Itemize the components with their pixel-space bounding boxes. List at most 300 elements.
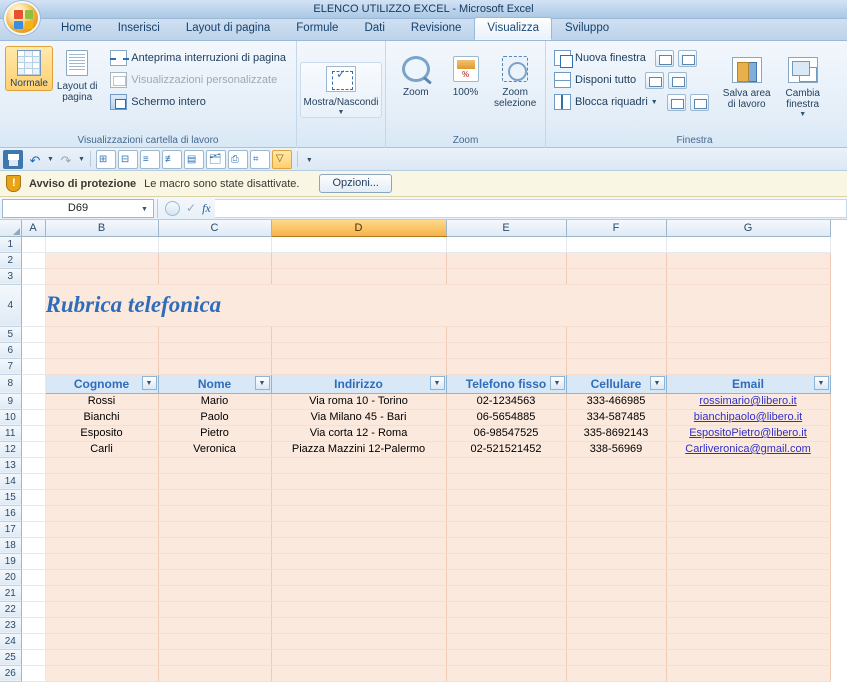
row-header-20[interactable]: 20: [0, 569, 21, 585]
cell-e1[interactable]: [446, 236, 566, 252]
filter-dropdown-icon[interactable]: ▼: [255, 376, 270, 390]
cell-g17[interactable]: [666, 521, 830, 537]
cell-e18[interactable]: [446, 537, 566, 553]
cell-b6[interactable]: [45, 342, 158, 358]
header-cellulare[interactable]: [566, 374, 666, 393]
header-email[interactable]: [666, 374, 830, 393]
cell-c5[interactable]: [158, 326, 271, 342]
cell-f1[interactable]: [566, 236, 666, 252]
formula-bar-buttons: [161, 201, 215, 216]
cell-d22[interactable]: [271, 601, 446, 617]
cell-email-3[interactable]: EspositoPietro@libero.it: [666, 425, 830, 441]
cell-e14[interactable]: [446, 473, 566, 489]
cell-c20[interactable]: [158, 569, 271, 585]
cell-f25[interactable]: [566, 649, 666, 665]
toolbar-separator: [90, 151, 91, 167]
cell-g14[interactable]: [666, 473, 830, 489]
cell-e3[interactable]: [446, 268, 566, 284]
cancel-formula-icon[interactable]: [165, 201, 180, 216]
cell-a10[interactable]: [21, 409, 45, 425]
table-row: [0, 457, 830, 473]
tab-visualizza[interactable]: Visualizza: [474, 17, 552, 40]
normale-button[interactable]: [5, 46, 53, 91]
row-header-18[interactable]: 18: [0, 537, 21, 553]
cell-a6[interactable]: [21, 342, 45, 358]
format-cells-icon[interactable]: ▤: [184, 150, 204, 169]
cell-d17[interactable]: [271, 521, 446, 537]
row-header-8[interactable]: 8: [0, 374, 21, 393]
redo-icon[interactable]: ↷: [60, 152, 72, 168]
nuova-finestra-button[interactable]: [551, 47, 651, 69]
header-cognome-label: Cognome: [73, 376, 130, 391]
row-header-26[interactable]: 26: [0, 665, 21, 681]
cell-a25[interactable]: [21, 649, 45, 665]
cell-d26[interactable]: [271, 665, 446, 681]
row-header-17[interactable]: 17: [0, 521, 21, 537]
filter-dropdown-icon[interactable]: ▼: [142, 376, 157, 390]
open-icon[interactable]: 🗂: [206, 150, 226, 169]
tab-sviluppo[interactable]: Sviluppo: [565, 22, 610, 34]
cell-c6[interactable]: [158, 342, 271, 358]
cell-nome-4[interactable]: Veronica: [158, 441, 271, 457]
header-telefono-fisso-label: Telefono fisso: [465, 376, 547, 391]
blocca-riquadri-button[interactable]: [551, 91, 663, 113]
table-row: [0, 553, 830, 569]
cell-e24[interactable]: [446, 633, 566, 649]
name-box-dropdown-icon[interactable]: ▼: [141, 205, 148, 213]
cell-e6[interactable]: [446, 342, 566, 358]
cell-g3[interactable]: [666, 268, 830, 284]
cell-c23[interactable]: [158, 617, 271, 633]
formula-bar-separator: [157, 199, 158, 218]
header-telefono-fisso[interactable]: [446, 374, 566, 393]
filter-dropdown-icon[interactable]: ▼: [430, 376, 445, 390]
cell-a3[interactable]: [21, 268, 45, 284]
cell-b25[interactable]: [45, 649, 158, 665]
cell-e20[interactable]: [446, 569, 566, 585]
cell-a26[interactable]: [21, 665, 45, 681]
row-header-1[interactable]: 1: [0, 236, 21, 252]
sheet-table: [0, 220, 831, 682]
cell-f20[interactable]: [566, 569, 666, 585]
side-by-side-button[interactable]: [668, 72, 687, 89]
cell-b2[interactable]: [45, 252, 158, 268]
cell-b3[interactable]: [45, 268, 158, 284]
cell-f16[interactable]: [566, 505, 666, 521]
split-window-button[interactable]: [655, 50, 674, 67]
zoom-selezione-button[interactable]: [490, 52, 540, 111]
zoom-button[interactable]: [391, 52, 441, 100]
row-header-21[interactable]: 21: [0, 585, 21, 601]
cell-b26[interactable]: [45, 665, 158, 681]
cell-f22[interactable]: [566, 601, 666, 617]
row-header-15[interactable]: 15: [0, 489, 21, 505]
table-row: [0, 326, 830, 342]
cell-e23[interactable]: [446, 617, 566, 633]
cell-b1[interactable]: [45, 236, 158, 252]
cell-f17[interactable]: [566, 521, 666, 537]
cell-b22[interactable]: [45, 601, 158, 617]
window-title: ELENCO UTILIZZO EXCEL - Microsoft Excel: [313, 3, 534, 15]
cell-d13[interactable]: [271, 457, 446, 473]
cell-a7[interactable]: [21, 358, 45, 374]
layout-di-pagina-button[interactable]: [53, 46, 101, 105]
select-all-corner[interactable]: [0, 220, 21, 236]
cell-d21[interactable]: [271, 585, 446, 601]
tab-revisione[interactable]: Revisione: [410, 22, 462, 34]
cell-g1[interactable]: [666, 236, 830, 252]
cell-b23[interactable]: [45, 617, 158, 633]
cell-f21[interactable]: [566, 585, 666, 601]
cell-b13[interactable]: [45, 457, 158, 473]
hide-window-button[interactable]: [678, 50, 697, 67]
visualizzazioni-personalizzate-button[interactable]: [107, 69, 291, 91]
cell-d6[interactable]: [271, 342, 446, 358]
cell-indirizzo-2[interactable]: Via Milano 45 - Bari: [271, 409, 446, 425]
cell-g15[interactable]: [666, 489, 830, 505]
cell-f7[interactable]: [566, 358, 666, 374]
delete-sheet-rows-icon[interactable]: ≢: [162, 150, 182, 169]
cell-d16[interactable]: [271, 505, 446, 521]
table-row: [0, 601, 830, 617]
cell-telefono-1[interactable]: 02-1234563: [446, 393, 566, 409]
cell-cognome-1[interactable]: Rossi: [45, 393, 158, 409]
cell-a11[interactable]: [21, 425, 45, 441]
cell-g24[interactable]: [666, 633, 830, 649]
row-header-9[interactable]: 9: [0, 393, 21, 409]
cell-g18[interactable]: [666, 537, 830, 553]
cell-g5[interactable]: [666, 326, 830, 342]
salva-area-label: Salva area di lavoro: [722, 88, 771, 110]
cell-a24[interactable]: [21, 633, 45, 649]
undo-dropdown-icon[interactable]: ▼: [47, 156, 54, 163]
cell-a23[interactable]: [21, 617, 45, 633]
cell-b7[interactable]: [45, 358, 158, 374]
full-screen-icon: [110, 94, 127, 110]
cell-d20[interactable]: [271, 569, 446, 585]
cell-a21[interactable]: [21, 585, 45, 601]
print-icon[interactable]: ⎙: [228, 150, 248, 169]
cell-d19[interactable]: [271, 553, 446, 569]
cell-e15[interactable]: [446, 489, 566, 505]
cell-g23[interactable]: [666, 617, 830, 633]
cell-c1[interactable]: [158, 236, 271, 252]
cell-a19[interactable]: [21, 553, 45, 569]
cell-b18[interactable]: [45, 537, 158, 553]
schermo-intero-button[interactable]: [107, 91, 291, 113]
cell-f3[interactable]: [566, 268, 666, 284]
cell-a15[interactable]: [21, 489, 45, 505]
cell-a13[interactable]: [21, 457, 45, 473]
row-header-2[interactable]: 2: [0, 252, 21, 268]
row-header-5[interactable]: 5: [0, 326, 21, 342]
cell-a1[interactable]: [21, 236, 45, 252]
salva-area-di-lavoro-button[interactable]: [719, 53, 775, 120]
cell-a20[interactable]: [21, 569, 45, 585]
cell-indirizzo-4[interactable]: Piazza Mazzini 12-Palermo: [271, 441, 446, 457]
cell-f5[interactable]: [566, 326, 666, 342]
row-header-19[interactable]: 19: [0, 553, 21, 569]
header-nome[interactable]: [158, 374, 271, 393]
cell-g19[interactable]: [666, 553, 830, 569]
cell-cellulare-4[interactable]: 338-56969: [566, 441, 666, 457]
column-header-e[interactable]: E: [446, 220, 566, 236]
tab-inserisci[interactable]: Inserisci: [117, 22, 160, 34]
synchronous-scrolling-button[interactable]: [667, 94, 686, 111]
chevron-down-icon[interactable]: ▼: [337, 109, 345, 116]
header-indirizzo[interactable]: [271, 374, 446, 393]
cell-nome-3[interactable]: Pietro: [158, 425, 271, 441]
disponi-tutto-button[interactable]: [551, 69, 641, 91]
cell-telefono-3[interactable]: 06-98547525: [446, 425, 566, 441]
cell-g20[interactable]: [666, 569, 830, 585]
quick-access-toolbar: [0, 148, 847, 171]
sheet-title[interactable]: Rubrica telefonica: [45, 284, 666, 326]
anteprima-interruzioni-button[interactable]: [107, 47, 291, 69]
switch-window-icon: [788, 57, 818, 86]
mostra-nascondi-button[interactable]: [300, 62, 381, 118]
cell-c2[interactable]: [158, 252, 271, 268]
filter-dropdown-icon[interactable]: ▼: [650, 376, 665, 390]
cell-cognome-4[interactable]: Carli: [45, 441, 158, 457]
cell-d7[interactable]: [271, 358, 446, 374]
insert-sheet-rows-icon[interactable]: ≡: [140, 150, 160, 169]
filter-dropdown-icon[interactable]: ▼: [814, 376, 829, 390]
schermo-intero-label: Schermo intero: [131, 96, 206, 108]
cell-g16[interactable]: [666, 505, 830, 521]
insert-function-icon[interactable]: fx: [202, 200, 211, 215]
office-button[interactable]: [4, 1, 40, 35]
cell-f23[interactable]: [566, 617, 666, 633]
column-header-g[interactable]: G: [666, 220, 830, 236]
filter-dropdown-icon[interactable]: ▼: [550, 376, 565, 390]
cell-telefono-4[interactable]: 02-521521452: [446, 441, 566, 457]
row-header-22[interactable]: 22: [0, 601, 21, 617]
delete-cells-icon[interactable]: ⊟: [118, 150, 138, 169]
cell-cellulare-3[interactable]: 335-8692143: [566, 425, 666, 441]
cell-d5[interactable]: [271, 326, 446, 342]
row-header-10[interactable]: 10: [0, 409, 21, 425]
cell-a8[interactable]: [21, 374, 45, 393]
column-header-d[interactable]: D: [271, 220, 446, 236]
cell-g21[interactable]: [666, 585, 830, 601]
cell-c24[interactable]: [158, 633, 271, 649]
row-header-3[interactable]: 3: [0, 268, 21, 284]
cell-g2[interactable]: [666, 252, 830, 268]
row-header-6[interactable]: 6: [0, 342, 21, 358]
cell-g13[interactable]: [666, 457, 830, 473]
cell-c17[interactable]: [158, 521, 271, 537]
cell-c3[interactable]: [158, 268, 271, 284]
cell-telefono-2[interactable]: 06-5654885: [446, 409, 566, 425]
cell-d15[interactable]: [271, 489, 446, 505]
cell-f13[interactable]: [566, 457, 666, 473]
opzioni-button[interactable]: Opzioni...: [319, 174, 391, 193]
cell-f26[interactable]: [566, 665, 666, 681]
cell-e5[interactable]: [446, 326, 566, 342]
print-preview-icon[interactable]: ⌗: [250, 150, 270, 169]
filter-icon[interactable]: ▽: [272, 150, 292, 169]
column-header-c[interactable]: C: [158, 220, 271, 236]
cell-e25[interactable]: [446, 649, 566, 665]
reset-window-position-button[interactable]: [690, 94, 709, 111]
formula-input[interactable]: [215, 199, 847, 218]
cell-email-1[interactable]: rossimario@libero.it: [666, 393, 830, 409]
cell-g6[interactable]: [666, 342, 830, 358]
cell-email-2[interactable]: bianchipaolo@libero.it: [666, 409, 830, 425]
row-header-12[interactable]: 12: [0, 441, 21, 457]
undo-icon[interactable]: ↶: [29, 152, 41, 168]
table-row: [0, 425, 830, 441]
cell-b14[interactable]: [45, 473, 158, 489]
cell-e22[interactable]: [446, 601, 566, 617]
redo-dropdown-icon[interactable]: ▼: [77, 156, 85, 163]
cell-e7[interactable]: [446, 358, 566, 374]
cell-b5[interactable]: [45, 326, 158, 342]
cell-a22[interactable]: [21, 601, 45, 617]
tab-layout-di-pagina[interactable]: Layout di pagina: [185, 22, 271, 34]
customize-qat-icon[interactable]: ▼: [305, 156, 313, 164]
name-box[interactable]: [2, 199, 154, 218]
cell-c14[interactable]: [158, 473, 271, 489]
cell-e2[interactable]: [446, 252, 566, 268]
cell-d18[interactable]: [271, 537, 446, 553]
cell-cognome-3[interactable]: Esposito: [45, 425, 158, 441]
cell-nome-1[interactable]: Mario: [158, 393, 271, 409]
cell-f15[interactable]: [566, 489, 666, 505]
enter-formula-icon[interactable]: ✓: [186, 201, 197, 215]
cell-d1[interactable]: [271, 236, 446, 252]
cell-a18[interactable]: [21, 537, 45, 553]
cell-b20[interactable]: [45, 569, 158, 585]
cell-c7[interactable]: [158, 358, 271, 374]
cell-g7[interactable]: [666, 358, 830, 374]
cell-f24[interactable]: [566, 633, 666, 649]
cell-e19[interactable]: [446, 553, 566, 569]
tab-home[interactable]: Home: [61, 22, 92, 34]
cell-c19[interactable]: [158, 553, 271, 569]
cell-c13[interactable]: [158, 457, 271, 473]
cell-c18[interactable]: [158, 537, 271, 553]
column-header-a[interactable]: A: [21, 220, 45, 236]
cell-c26[interactable]: [158, 665, 271, 681]
insert-cells-icon[interactable]: ⊞: [96, 150, 116, 169]
cell-f18[interactable]: [566, 537, 666, 553]
ribbon-group-workbook-views: [0, 41, 296, 148]
cell-f19[interactable]: [566, 553, 666, 569]
new-window-icon: [554, 50, 571, 66]
custom-views-icon: [110, 72, 127, 88]
row-header-16[interactable]: 16: [0, 505, 21, 521]
cell-c16[interactable]: [158, 505, 271, 521]
cell-e26[interactable]: [446, 665, 566, 681]
cell-c15[interactable]: [158, 489, 271, 505]
cell-d23[interactable]: [271, 617, 446, 633]
cell-e16[interactable]: [446, 505, 566, 521]
cell-a16[interactable]: [21, 505, 45, 521]
cell-b17[interactable]: [45, 521, 158, 537]
show-hide-icon: [326, 66, 356, 95]
cell-d3[interactable]: [271, 268, 446, 284]
cell-f6[interactable]: [566, 342, 666, 358]
cell-b21[interactable]: [45, 585, 158, 601]
tab-formule[interactable]: Formule: [296, 22, 339, 34]
column-header-f[interactable]: F: [566, 220, 666, 236]
cell-e13[interactable]: [446, 457, 566, 473]
cell-b24[interactable]: [45, 633, 158, 649]
row-header-11[interactable]: 11: [0, 425, 21, 441]
cell-cognome-2[interactable]: Bianchi: [45, 409, 158, 425]
cell-a12[interactable]: [21, 441, 45, 457]
cell-nome-2[interactable]: Paolo: [158, 409, 271, 425]
zoom-100-button[interactable]: [441, 52, 491, 100]
cambia-finestra-button[interactable]: [775, 53, 831, 120]
chevron-down-icon[interactable]: ▼: [650, 98, 658, 106]
cell-g4[interactable]: [666, 284, 830, 326]
row-header-24[interactable]: 24: [0, 633, 21, 649]
row-header-25[interactable]: 25: [0, 649, 21, 665]
cell-a14[interactable]: [21, 473, 45, 489]
table-row: [0, 358, 830, 374]
cell-c21[interactable]: [158, 585, 271, 601]
cell-a9[interactable]: [21, 393, 45, 409]
tab-dati[interactable]: Dati: [364, 22, 385, 34]
unhide-window-button[interactable]: [645, 72, 664, 89]
security-warning-title: Avviso di protezione: [29, 177, 137, 190]
save-icon[interactable]: [3, 150, 23, 169]
cell-d24[interactable]: [271, 633, 446, 649]
cell-d2[interactable]: [271, 252, 446, 268]
security-shield-icon: [6, 175, 21, 192]
row-header-13[interactable]: 13: [0, 457, 21, 473]
cell-b16[interactable]: [45, 505, 158, 521]
cell-f14[interactable]: [566, 473, 666, 489]
cell-a4[interactable]: [21, 284, 45, 326]
chevron-down-icon[interactable]: ▼: [799, 111, 807, 118]
header-cognome[interactable]: [45, 374, 158, 393]
cell-g25[interactable]: [666, 649, 830, 665]
cell-c22[interactable]: [158, 601, 271, 617]
cell-b19[interactable]: [45, 553, 158, 569]
column-header-b[interactable]: B: [45, 220, 158, 236]
cell-a5[interactable]: [21, 326, 45, 342]
cell-c25[interactable]: [158, 649, 271, 665]
cell-g26[interactable]: [666, 665, 830, 681]
cell-e21[interactable]: [446, 585, 566, 601]
cell-indirizzo-3[interactable]: Via corta 12 - Roma: [271, 425, 446, 441]
cell-cellulare-2[interactable]: 334-587485: [566, 409, 666, 425]
row-header-4[interactable]: 4: [0, 284, 21, 326]
cell-d14[interactable]: [271, 473, 446, 489]
cell-a17[interactable]: [21, 521, 45, 537]
ribbon-tabstrip: [0, 19, 847, 41]
cell-cellulare-1[interactable]: 333-466985: [566, 393, 666, 409]
row-header-7[interactable]: 7: [0, 358, 21, 374]
name-box-value: D69: [67, 202, 89, 214]
table-row: [0, 409, 830, 425]
blocca-riquadri-label: Blocca riquadri: [575, 96, 648, 108]
cell-d25[interactable]: [271, 649, 446, 665]
cell-b15[interactable]: [45, 489, 158, 505]
cell-email-4[interactable]: Carliveronica@gmail.com: [666, 441, 830, 457]
cell-e17[interactable]: [446, 521, 566, 537]
row-header-23[interactable]: 23: [0, 617, 21, 633]
cell-f2[interactable]: [566, 252, 666, 268]
row-header-14[interactable]: 14: [0, 473, 21, 489]
cell-g22[interactable]: [666, 601, 830, 617]
cell-a2[interactable]: [21, 252, 45, 268]
cell-indirizzo-1[interactable]: Via roma 10 - Torino: [271, 393, 446, 409]
